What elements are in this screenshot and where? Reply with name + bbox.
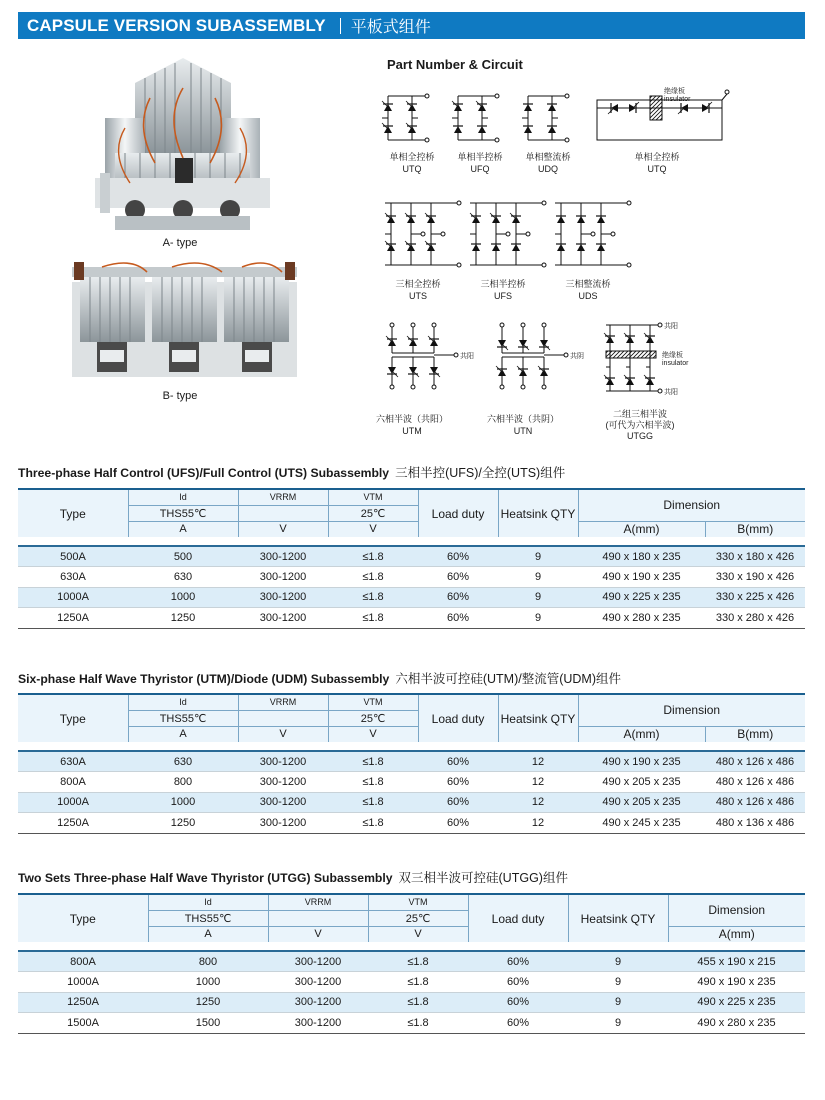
table-cell: 60% (418, 813, 498, 834)
table-cell: 60% (418, 567, 498, 588)
tag-bottom-utgg: 共阳 (664, 389, 678, 396)
table-row (18, 972, 805, 993)
table-cell: 300-1200 (268, 972, 368, 993)
table-cell: 330 x 180 x 426 (705, 546, 805, 567)
table-cell: 800A (18, 772, 128, 793)
table-cell: 330 x 190 x 426 (705, 567, 805, 588)
header-t25: 25℃ (328, 505, 418, 521)
table-cell: ≤1.8 (368, 1013, 468, 1034)
header-t25: 25℃ (368, 910, 468, 926)
table-cell: 480 x 136 x 486 (705, 813, 805, 834)
header-dim-b: B(mm) (705, 726, 805, 742)
table-cell: 300-1200 (268, 992, 368, 1013)
table-cell: 12 (498, 813, 578, 834)
table-spacer (18, 537, 805, 546)
tag-common-anode-utm: 共阳 (460, 353, 474, 360)
header-unit-a: A (148, 926, 268, 942)
table-cell: 300-1200 (238, 546, 328, 567)
table-cell: 800 (148, 951, 268, 972)
header-unit-v2: V (368, 926, 468, 942)
table-cell: 60% (418, 792, 498, 813)
table-cell: 1250A (18, 992, 148, 1013)
table-cell: 330 x 280 x 426 (705, 608, 805, 629)
table-cell: 300-1200 (238, 792, 328, 813)
table-cell: 12 (498, 751, 578, 772)
circuit-label-utq-1: 单相全控桥 UTQ (389, 152, 435, 174)
table-cell: 1250A (18, 608, 128, 629)
header-ths: THS55℃ (148, 910, 268, 926)
table-row (18, 792, 805, 813)
table-cell: 1500 (148, 1013, 268, 1034)
header-unit-a: A (128, 521, 238, 537)
table-cell: 490 x 280 x 235 (578, 608, 705, 629)
table-row (18, 567, 805, 588)
table-cell: 480 x 126 x 486 (705, 751, 805, 772)
header-unit-v: V (238, 521, 328, 537)
table-cell: 9 (568, 951, 668, 972)
table-row (18, 587, 805, 608)
table-row (18, 992, 805, 1013)
header-dim-a: A(mm) (578, 521, 705, 537)
table-cell: ≤1.8 (368, 951, 468, 972)
header-heatsink-qty: Heatsink QTY (498, 694, 578, 742)
circuit-label-ufq: 单相半控桥 UFQ (457, 152, 503, 174)
table-cell: 12 (498, 772, 578, 793)
table-cell: 60% (418, 587, 498, 608)
table1-title: Three-phase Half Control (UFS)/Full Control (UTS) Subassembly 三相半控(UFS)/全控(UTS)组件 (18, 466, 566, 480)
circuit-section-title: Part Number & Circuit (387, 57, 523, 72)
header-dimension: Dimension (578, 694, 805, 726)
header-id: Id (128, 489, 238, 505)
table-cell: 60% (468, 1013, 568, 1034)
table-cell: 490 x 205 x 235 (578, 772, 705, 793)
table-cell: 9 (568, 972, 668, 993)
circuit-label-utgg: 二组三相半波 (可代为六相半波) UTGG (605, 409, 675, 441)
circuit-label-utm: 六相半波（共阳） UTM (375, 414, 448, 436)
table3-title: Two Sets Three-phase Half Wave Thyristor (UTGG) Subassembly 双三相半波可控硅(UTGG)组件 (18, 871, 568, 885)
insulator-label-1: 绝缘板 insulator (664, 88, 691, 103)
header-unit-v2: V (328, 726, 418, 742)
header-unit-v2: V (328, 521, 418, 537)
table-cell: 630A (18, 567, 128, 588)
table-cell: 9 (568, 992, 668, 1013)
table-cell: 630 (128, 567, 238, 588)
header-load-duty: Load duty (418, 489, 498, 537)
header-heatsink-qty: Heatsink QTY (568, 894, 668, 942)
table-cell: ≤1.8 (328, 792, 418, 813)
header-dim-a: A(mm) (668, 926, 805, 942)
table-row (18, 751, 805, 772)
table-cell: ≤1.8 (328, 567, 418, 588)
table-cell: 480 x 126 x 486 (705, 792, 805, 813)
table-cell: 9 (498, 608, 578, 629)
table-row (18, 1013, 805, 1034)
table-cell: 60% (418, 546, 498, 567)
table-row (18, 608, 805, 629)
photo-a-caption: A- type (162, 237, 198, 249)
table-cell: 300-1200 (238, 608, 328, 629)
table-cell: 9 (498, 567, 578, 588)
header-vtm: VTM (368, 894, 468, 910)
table-cell: 630A (18, 751, 128, 772)
header-vtm: VTM (328, 489, 418, 505)
tag-common-cathode-utn: 共阴 (570, 353, 584, 360)
table-cell: 1000 (128, 792, 238, 813)
header-dimension: Dimension (668, 894, 805, 926)
table-ufs-uts (18, 488, 805, 629)
table-cell: ≤1.8 (328, 772, 418, 793)
table-cell: ≤1.8 (328, 813, 418, 834)
table-cell: 455 x 190 x 215 (668, 951, 805, 972)
header-id: Id (148, 894, 268, 910)
header-dimension: Dimension (578, 489, 805, 521)
table-cell: 300-1200 (268, 1013, 368, 1034)
table-cell: 800 (128, 772, 238, 793)
header-id: Id (128, 694, 238, 710)
table-cell: 300-1200 (238, 587, 328, 608)
table-cell: 330 x 225 x 426 (705, 587, 805, 608)
header-unit-v: V (268, 926, 368, 942)
circuit-label-utn: 六相半波（共阴） UTN (486, 414, 559, 436)
table-cell: ≤1.8 (328, 751, 418, 772)
table-cell: ≤1.8 (368, 992, 468, 1013)
tag-top-utgg: 共阳 (664, 323, 678, 330)
table-cell: 1250 (148, 992, 268, 1013)
table-cell: 60% (468, 972, 568, 993)
table-cell: ≤1.8 (368, 972, 468, 993)
table-cell: 490 x 190 x 235 (578, 751, 705, 772)
table-cell: 490 x 180 x 235 (578, 546, 705, 567)
table-row (18, 813, 805, 834)
table-cell: 300-1200 (238, 772, 328, 793)
table-row (18, 951, 805, 972)
header-vrrm: VRRM (268, 894, 368, 910)
circuit-diagrams (0, 0, 825, 460)
header-dim-a: A(mm) (578, 726, 705, 742)
insulator-label-2: 绝缘板 insulator (662, 352, 689, 367)
circuit-label-uts: 三相全控桥 UTS (395, 279, 441, 301)
table-cell: 490 x 190 x 235 (578, 567, 705, 588)
table-cell: 60% (418, 608, 498, 629)
header-type: Type (18, 489, 128, 537)
header-vrrm: VRRM (238, 694, 328, 710)
table-cell: 800A (18, 951, 148, 972)
table-cell: 60% (418, 772, 498, 793)
table-cell: 9 (568, 1013, 668, 1034)
table-cell: 490 x 225 x 235 (668, 992, 805, 1013)
table-cell: 1250 (128, 608, 238, 629)
table-cell: 300-1200 (268, 951, 368, 972)
table-cell: 1000 (128, 587, 238, 608)
header-vrrm-blank (238, 710, 328, 726)
table-cell: 1250A (18, 813, 128, 834)
header-t25: 25℃ (328, 710, 418, 726)
header-ths: THS55℃ (128, 505, 238, 521)
header-heatsink-qty: Heatsink QTY (498, 489, 578, 537)
header-load-duty: Load duty (468, 894, 568, 942)
table-cell: 630 (128, 751, 238, 772)
table-utgg (18, 893, 805, 1034)
photo-b-caption: B- type (162, 390, 198, 402)
table-cell: 490 x 205 x 235 (578, 792, 705, 813)
table-cell: 60% (418, 751, 498, 772)
circuit-label-ufs: 三相半控桥 UFS (480, 279, 526, 301)
table-cell: ≤1.8 (328, 546, 418, 567)
header-dim-b: B(mm) (705, 521, 805, 537)
table-cell: 490 x 225 x 235 (578, 587, 705, 608)
table-cell: 500A (18, 546, 128, 567)
table-row (18, 546, 805, 567)
circuit-label-udq: 单相整流桥 UDQ (525, 152, 571, 174)
table-cell: 1000 (148, 972, 268, 993)
table-cell: 1000A (18, 792, 128, 813)
table-cell: 300-1200 (238, 751, 328, 772)
circuit-label-utq-2: 单相全控桥 UTQ (634, 152, 680, 174)
table-cell: 1000A (18, 587, 128, 608)
header-ths: THS55℃ (128, 710, 238, 726)
header-unit-a: A (128, 726, 238, 742)
header-unit-v: V (238, 726, 328, 742)
table-cell: 1500A (18, 1013, 148, 1034)
table-row (18, 772, 805, 793)
table-cell: 9 (498, 587, 578, 608)
table-cell: 480 x 126 x 486 (705, 772, 805, 793)
table-cell: 1000A (18, 972, 148, 993)
table-cell: 300-1200 (238, 567, 328, 588)
table-spacer (18, 742, 805, 751)
table-cell: 9 (498, 546, 578, 567)
table-cell: 490 x 280 x 235 (668, 1013, 805, 1034)
header-vrrm-blank (238, 505, 328, 521)
header-type: Type (18, 894, 148, 942)
table-cell: 12 (498, 792, 578, 813)
header-load-duty: Load duty (418, 694, 498, 742)
table-spacer (18, 942, 805, 951)
header-title-cn: 平板式组件 (350, 19, 431, 36)
table-cell: ≤1.8 (328, 608, 418, 629)
table-cell: 1250 (128, 813, 238, 834)
table-cell: ≤1.8 (328, 587, 418, 608)
table-cell: 500 (128, 546, 238, 567)
header-vrrm: VRRM (238, 489, 328, 505)
header-vrrm-blank (268, 910, 368, 926)
table-utm-udm (18, 693, 805, 834)
table-cell: 300-1200 (238, 813, 328, 834)
table-cell: 60% (468, 992, 568, 1013)
circuit-label-uds: 三相整流桥 UDS (565, 279, 611, 301)
table2-title: Six-phase Half Wave Thyristor (UTM)/Diode (UDM) Subassembly 六相半波可控硅(UTM)/整流管(UDM)组件 (18, 672, 621, 686)
table-cell: 490 x 245 x 235 (578, 813, 705, 834)
header-vtm: VTM (328, 694, 418, 710)
table-cell: 490 x 190 x 235 (668, 972, 805, 993)
table-cell: 60% (468, 951, 568, 972)
header-type: Type (18, 694, 128, 742)
header-title-en: CAPSULE VERSION SUBASSEMBLY (27, 15, 326, 35)
